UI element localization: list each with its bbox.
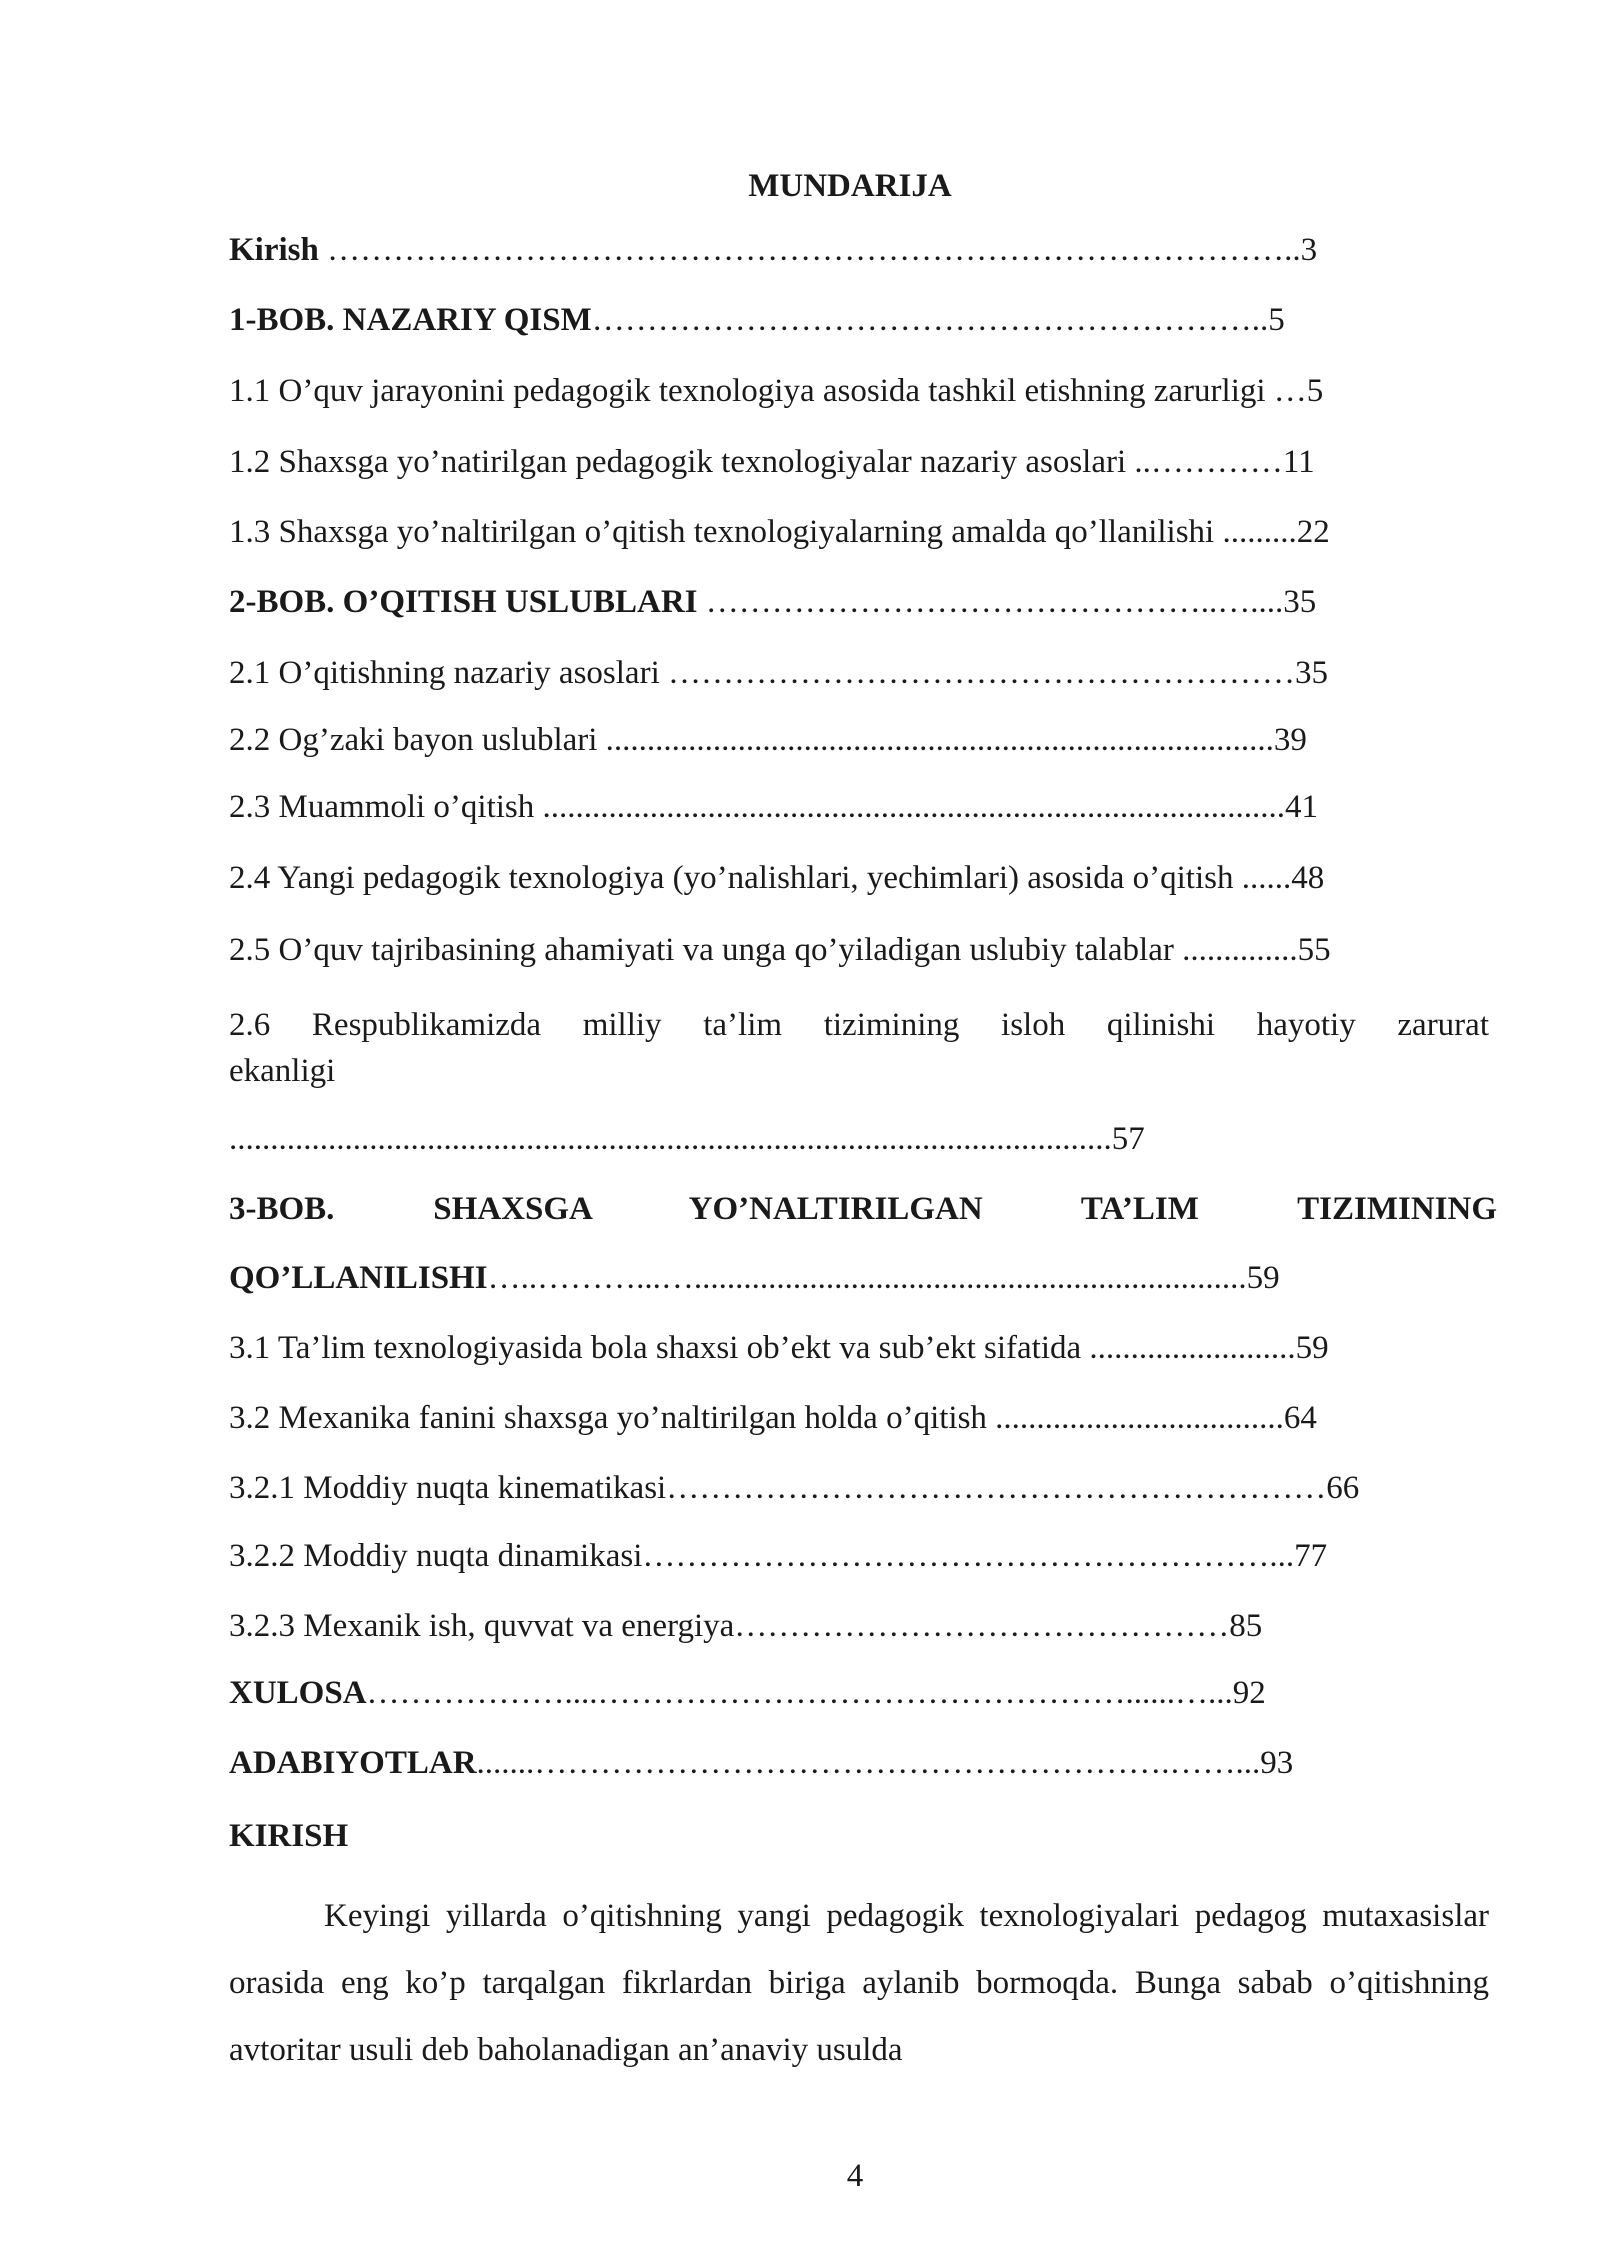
- toc-entry: [229, 1743, 1489, 1783]
- toc-entry: 3.2.2 Moddiy nuqta dinamikasi…………………………………………………...77: [229, 1538, 1328, 1574]
- body-paragraph: Keyingi yillarda o’qitishning yangi pedagogik texnologiyalari pedagog mutaxasislar orasida eng ko’p tarqalgan fikrlardan biriga aylanib bormoqda. Bunga sabab o’qitishning avtoritar usuli deb baholanadigan an’anaviy usulda: [229, 1898, 1489, 2068]
- toc-entry-title: QO’LLANILISHI: [229, 1260, 488, 1296]
- toc-entry-leader: ……………………………………………………………………………..3: [318, 232, 1318, 268]
- toc-entry-title: 1-BOB. NAZARIY QISM: [229, 302, 592, 338]
- toc-entry: [229, 1673, 1489, 1713]
- toc-entry: 1.3 Shaxsga yo’naltirilgan o’qitish texnologiyalarning amalda qo’llanilishi .........22: [229, 514, 1330, 550]
- toc-entry-leader: ……………………………………………………..5: [591, 302, 1285, 338]
- toc-entry: ...........................................................................................................57: [229, 1121, 1145, 1157]
- toc-entry: 2.5 O’quv tajribasining ahamiyati va unga qo’yiladigan uslubiy talablar ..............55: [229, 932, 1331, 968]
- toc-entry-title: Kirish: [229, 232, 319, 268]
- toc-entry-leader: …..………...…...................................................................59: [487, 1260, 1280, 1296]
- toc-entry: 3-BOB. SHAXSGA YO’NALTIRILGAN TA’LIM TIZIMINING: [229, 1191, 1497, 1227]
- toc-entry: [229, 300, 1489, 340]
- toc-entry: [229, 1002, 1489, 1094]
- toc-entry: 2.4 Yangi pedagogik texnologiya (yo’nalishlari, yechimlari) asosida o’qitish ......48: [229, 860, 1325, 896]
- toc-entry: 3.2.1 Moddiy nuqta kinematikasi……………………………………………………66: [229, 1470, 1360, 1506]
- toc-entry-title: XULOSA: [229, 1675, 367, 1711]
- toc-entry-leader: ………………………………………..…....35: [697, 584, 1317, 620]
- toc-entry-line: ekanligi: [229, 1053, 336, 1089]
- toc-entry-title: 2-BOB. O’QITISH USLUBLARI: [229, 584, 698, 620]
- toc-entry: 2.2 Og’zaki bayon uslublari .................................................................................39: [229, 722, 1307, 758]
- toc-entry: [229, 582, 1489, 622]
- toc-entry: [229, 230, 1489, 270]
- toc-entry-line: 2.6 Respublikamizda milliy ta’lim tizimining isloh qilinishi hayotiy zarurat: [229, 1007, 1489, 1043]
- toc-entry-title: ADABIYOTLAR: [229, 1745, 477, 1781]
- toc-entry-leader: ………………....…………………………………………......…...92: [366, 1675, 1266, 1711]
- toc-entry: 2.1 O’qitishning nazariy asoslari …………………………………………………35: [229, 655, 1328, 691]
- section-title: KIRISH: [229, 1818, 349, 1854]
- toc-entry: 1.2 Shaxsga yo’natirilgan pedagogik texnologiyalar nazariy asoslari ..…………11: [229, 444, 1315, 480]
- toc-entry-leader: .......………………………………………………….……...93: [476, 1745, 1294, 1781]
- toc-entry: 1.1 O’quv jarayonini pedagogik texnologiya asosida tashkil etishning zarurligi …5: [229, 373, 1324, 409]
- page-number: 4: [846, 2158, 864, 2194]
- toc-heading: MUNDARIJA: [748, 168, 952, 204]
- toc-entry: 3.2 Mexanika fanini shaxsga yo’naltirilgan holda o’qitish ...................................64: [229, 1400, 1317, 1436]
- toc-entry: 2.3 Muammoli o’qitish ..........................................................................................41: [229, 789, 1318, 825]
- toc-entry: [229, 1258, 1489, 1298]
- toc-entry: 3.1 Ta’lim texnologiyasida bola shaxsi ob’ekt va sub’ekt sifatida .........................59: [229, 1330, 1329, 1366]
- toc-entry: 3.2.3 Mexanik ish, quvvat va energiya………………………………………85: [229, 1608, 1263, 1644]
